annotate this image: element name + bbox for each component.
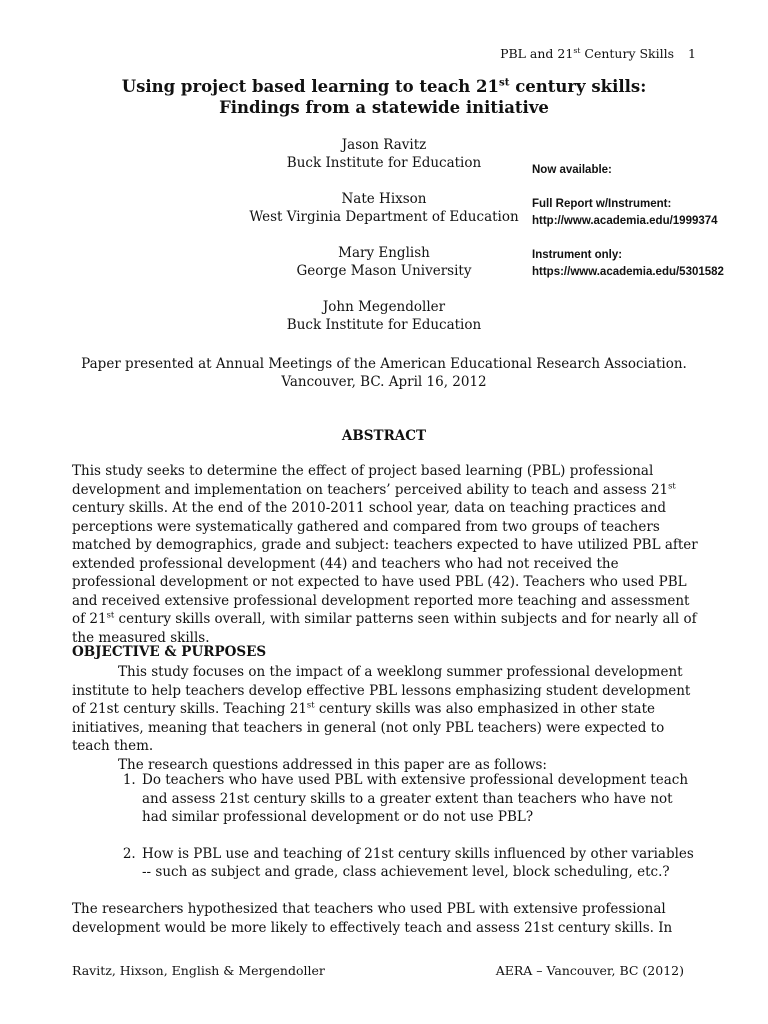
title-line-2: Findings from a statewide initiative [219,98,549,117]
title-line-1-a: Using project based learning to teach 21 [121,77,499,96]
author-affiliation: George Mason University [296,263,472,279]
objective-text-2: century skills was also emphasized in other state initiatives, meaning that teachers in general (not only PBL teachers) were expected to teach them. [72,701,665,754]
objective-body [72,663,700,774]
hypothesis-paragraph: The researchers hypothesized that teachers who used PBL with extensive professional development would be more likely to effectively teach and assess 21st century skills. In [72,901,673,936]
author-affiliation: West Virginia Department of Education [249,209,519,225]
instrument-label: Instrument only: [532,249,623,261]
abstract-text-1: This study seeks to determine the effect of project based learning (PBL) professional development and implementation on teachers’ perceived ability to teach and assess 21 [72,463,669,498]
now-available-label: Now available: [532,164,612,176]
research-questions-list [72,771,700,900]
page-number: 1 [688,46,696,61]
author-name: Jason Ravitz [341,137,427,153]
abstract-sup-1: st [668,480,676,490]
objective-heading: OBJECTIVE & PURPOSES [72,644,267,660]
availability-note [532,162,764,281]
presentation-line-2: Vancouver, BC. April 16, 2012 [281,374,487,390]
paper-title [0,76,768,118]
running-head-sup: st [573,45,581,55]
author-block [244,136,524,172]
abstract-heading: ABSTRACT [341,428,427,444]
footer-authors: Ravitz, Hixson, English & Mergendoller [72,963,325,978]
author-block [244,244,524,280]
abstract-text-2: century skills. At the end of the 2010-2011 school year, data on teaching practices and perceptions were systematically gathered and compared from two groups of teachers matched by demographics, grade and subject: teachers expected to have utilized PBL after extended professional development (44) and teachers who had not received the professional development or not expected to have used PBL (42). Teachers who used PBL and received extensive professional development reported more teaching and assessment of 21 [72,500,698,627]
abstract-paragraph [72,462,700,647]
abstract-text-3: century skills overall, with similar patterns seen within subjects and for nearly all of the measured skills. [72,611,697,646]
running-head-text-b: Century Skills [580,46,675,61]
title-line-1-b: century skills: [509,77,647,96]
abstract-sup-2: st [106,609,115,620]
running-head-text-a: PBL and 21 [500,46,574,61]
author-name: John Megendoller [322,299,446,315]
instrument-link[interactable]: https://www.academia.edu/5301582 [532,266,724,278]
author-name: Mary English [338,245,430,261]
full-report-label: Full Report w/Instrument: [532,198,672,210]
objective-text-1: This study focuses on the impact of a weeklong summer professional development institute to help teachers develop effective PBL lessons emphasizing student development of 21st century skills. Teaching 21 [72,664,691,717]
title-sup: st [498,76,510,89]
author-affiliation: Buck Institute for Education [286,317,482,333]
research-question: 1. Do teachers who have used PBL with extensive professional development teach and assess 21st century skills to a greater extent than teachers who have not had similar professional development or do not use PBL? [140,771,700,827]
full-report-link[interactable]: http://www.academia.edu/1999374 [532,215,718,227]
title-line-1 [0,76,768,97]
presentation-note [0,355,768,391]
author-block [244,190,524,226]
presentation-line-1: Paper presented at Annual Meetings of the American Educational Research Association. [81,356,687,372]
objective-paragraph-2: The research questions addressed in this paper are as follows: [118,756,547,773]
running-head [500,46,696,61]
objective-sup: st [306,699,315,710]
author-affiliation: Buck Institute for Education [286,155,482,171]
objective-paragraph-1 [72,663,700,756]
research-question: 2. How is PBL use and teaching of 21st century skills influenced by other variables -- such as subject and grade, class achievement level, block scheduling, etc.? [140,845,700,882]
footer-venue: AERA – Vancouver, BC (2012) [495,963,684,978]
author-list [244,136,524,352]
author-name: Nate Hixson [341,191,427,207]
author-block [244,298,524,334]
